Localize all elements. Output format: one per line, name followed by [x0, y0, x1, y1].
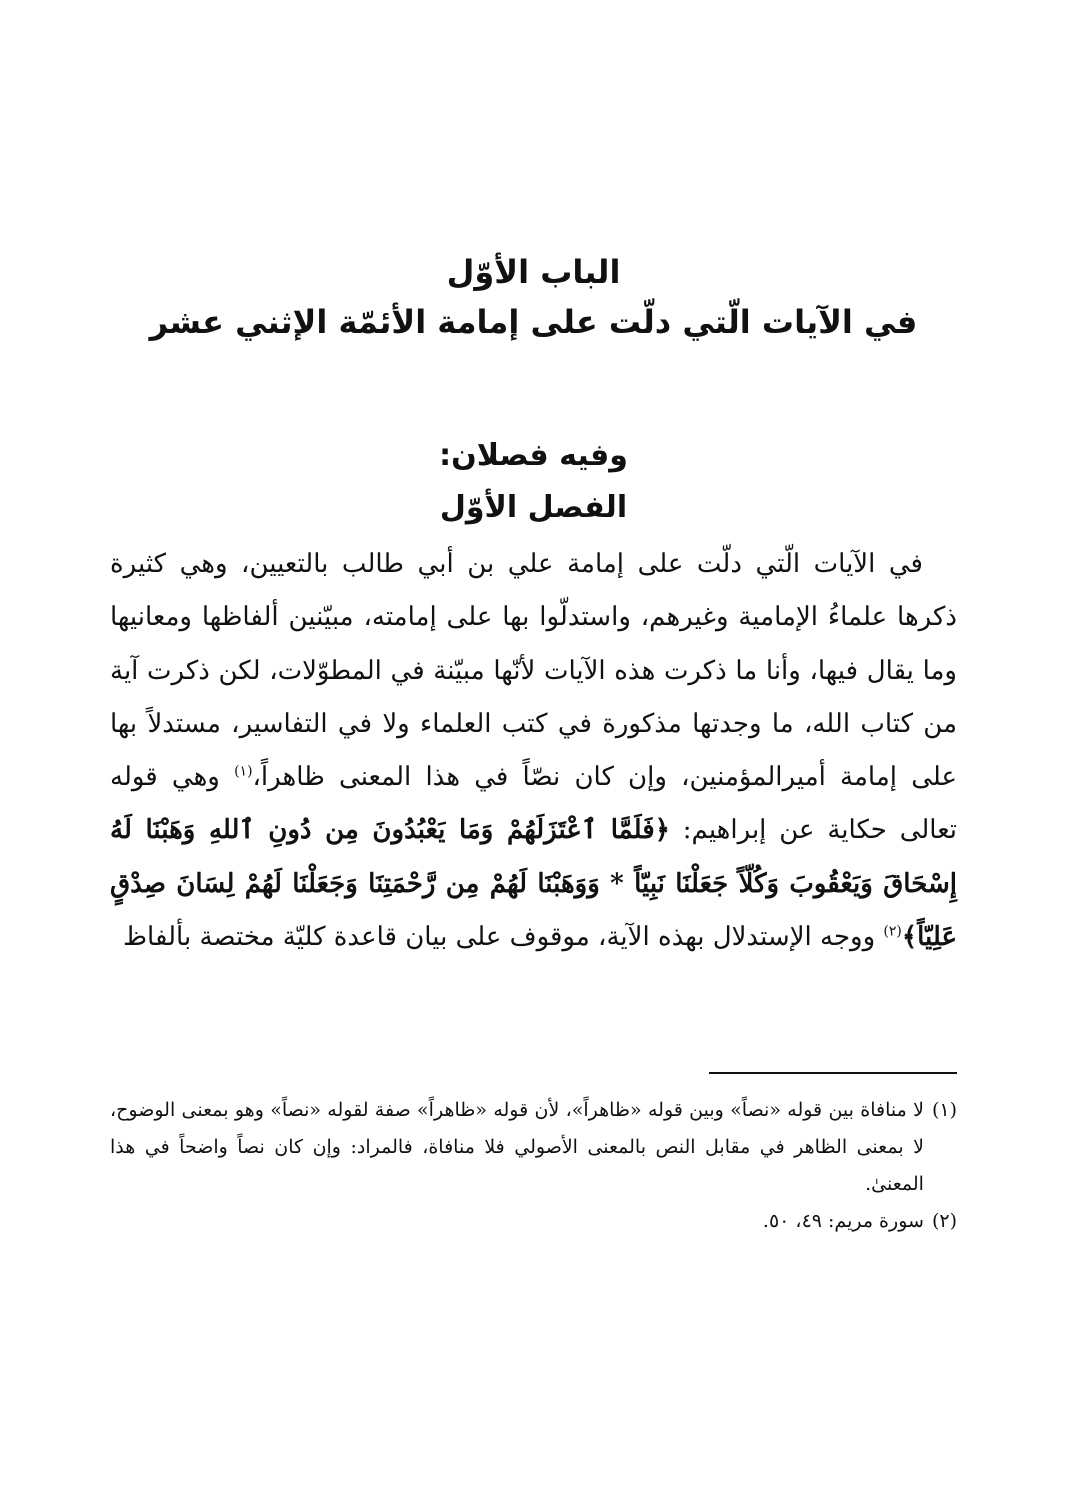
footnote-2	[110, 1203, 957, 1240]
body-text-part-3: ووجه الإستدلال بهذه الآية، موقوف على بيان قاعدة كليّة مختصة بألفاظ	[123, 922, 884, 953]
body-text-part-1: في الآيات الّتي دلّت على إمامة علي بن أبي طالب بالتعيين، وهي كثيرة ذكرها علماءُ الإمامية وغيرهم، واستدلّوا بها على إمامته، مبيّنين ألفاظها ومعانيها وما يقال فيها، وأنا ما ذكرت هذه الآيات لأنّها مبيّنة في المطوّلات، لكن ذكرت آية من كتاب الله، ما وجدتها مذكورة في كتب العلماء ولا في التفاسير، مستدلاً بها على إمامة أميرالمؤمنين، وإن كان نصّاً في هذا المعنى ظاهراً،	[110, 549, 957, 793]
footnotes	[110, 1092, 957, 1240]
section-heading	[120, 430, 947, 534]
footnote-1	[110, 1092, 957, 1203]
quran-verse: ﴿فَلَمَّا ٱعْتَزَلَهُمْ وَمَا يَعْبُدُونَ مِن دُونِ ٱللهِ وَهَبْنَا لَهُ إِسْحَاقَ وَيَعْقُوبَ وَكُلّاً جَعَلْنَا نَبِيّاً * وَوَهَبْنَا لَهُمْ مِن رَّحْمَتِنَا وَجَعَلْنَا لَهُمْ لِسَانَ صِدْقٍ عَلِيّاً﴾	[110, 815, 957, 953]
footnote-ref-1: (١)	[234, 763, 253, 780]
body-text	[110, 538, 957, 964]
footnote-text: سورة مريم: ٤٩، ٥٠.	[762, 1210, 924, 1232]
section-title: الفصل الأوّل	[439, 490, 628, 525]
chapter-subtitle: في الآيات الّتي دلّت على إمامة الأئمّة الإثني عشر	[149, 303, 918, 341]
section-intro: وفيه فصلان:	[439, 438, 628, 473]
body-text-part-2: وهي قوله تعالى حكاية عن إبراهيم:	[110, 762, 957, 846]
body-paragraph	[110, 538, 957, 964]
footnote-number: (١)	[931, 1099, 957, 1121]
footnote-divider	[709, 1072, 957, 1074]
footnote-ref-2: (٢)	[883, 923, 902, 940]
chapter-heading	[120, 248, 947, 348]
footnote-text: لا منافاة بين قوله «نصاً» وبين قوله «ظاهراً»، لأن قوله «ظاهراً» صفة لقوله «نصاً» وهو بمعنى الوضوح، لا بمعنى الظاهر في مقابل النص بالمعنى الأصولي فلا منافاة، فالمراد: وإن كان نصاً واضحاً في هذا المعنىٰ.	[110, 1099, 924, 1195]
chapter-title: الباب الأوّل	[446, 253, 621, 291]
footnote-number: (٢)	[931, 1210, 957, 1232]
